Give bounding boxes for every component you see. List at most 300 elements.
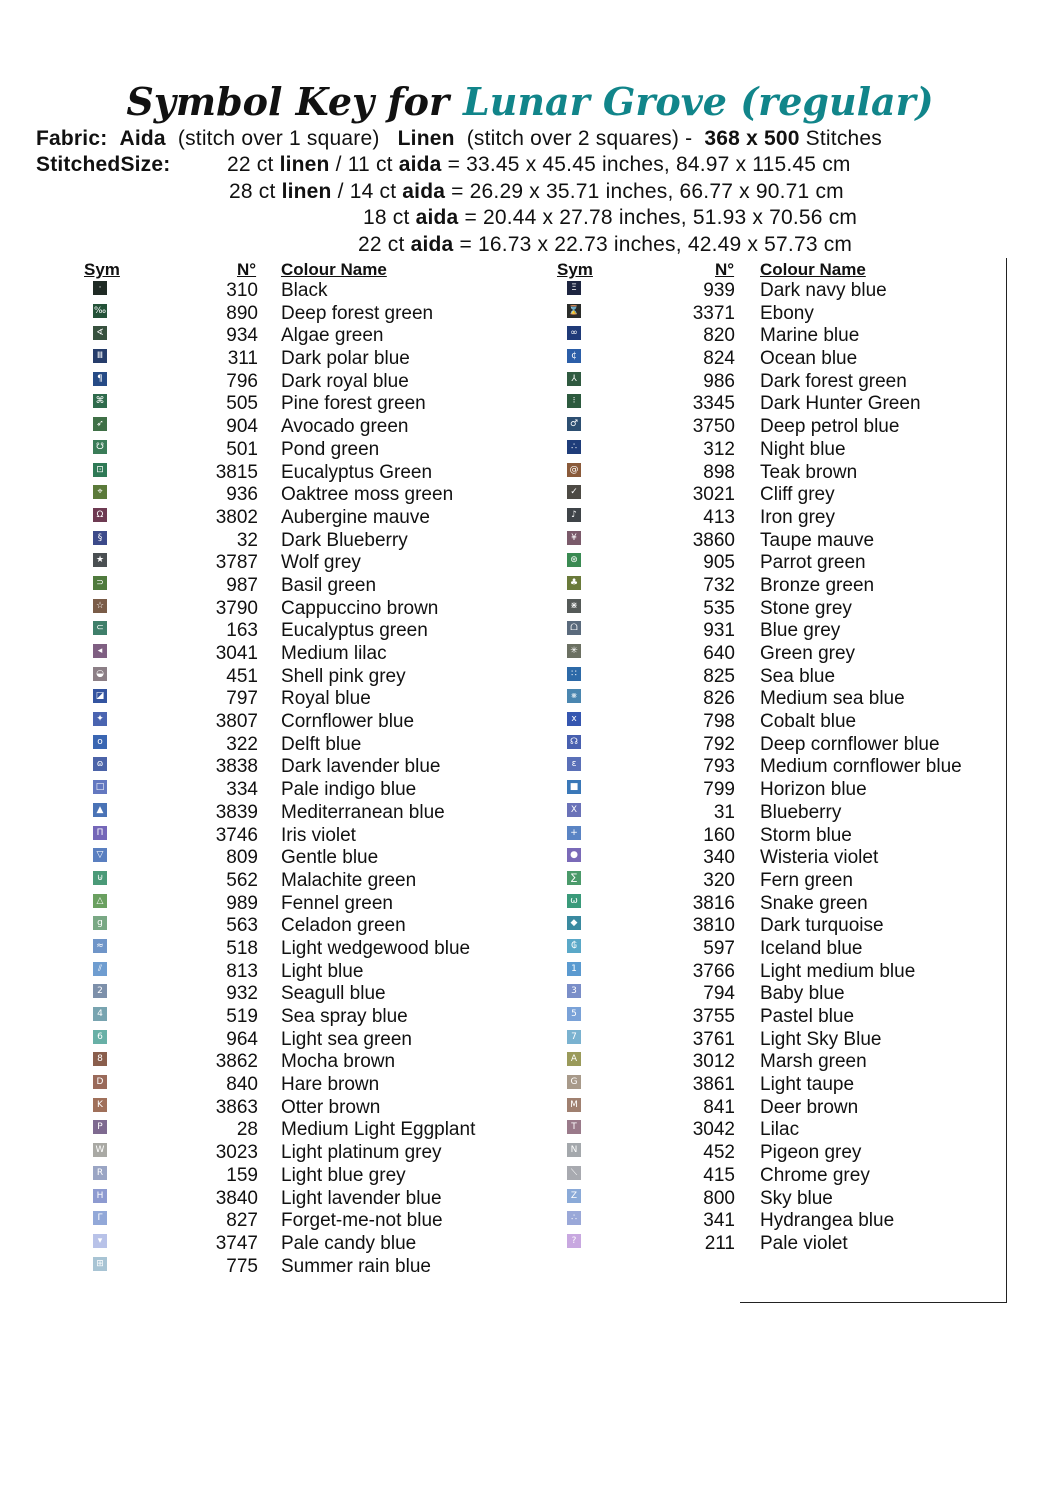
thread-number: 312 [703, 438, 735, 460]
symbol-swatch: ᗝ [567, 621, 581, 635]
thread-number: 793 [703, 756, 735, 778]
thread-number: 3012 [692, 1051, 735, 1073]
symbol-swatch: ¥ [567, 531, 581, 545]
colour-name: Celadon green [281, 915, 406, 937]
colour-name: Bronze green [760, 574, 875, 596]
stitch-unit: Stitches [805, 127, 882, 150]
fabric-aida: Aida [119, 127, 166, 150]
colour-name: Light blue grey [281, 1164, 406, 1186]
symbol-swatch: ⊛ [567, 553, 581, 567]
colour-name: Night blue [760, 438, 846, 460]
colour-name: Light Sky Blue [760, 1028, 882, 1050]
colour-name: Dark lavender blue [281, 756, 441, 778]
colour-name: Light wedgewood blue [281, 937, 471, 959]
symbol-swatch: ⊞ [93, 1257, 107, 1271]
thread-number: 3839 [215, 801, 258, 823]
thread-number: 796 [226, 370, 258, 392]
symbol-swatch: ⊂ [93, 621, 107, 635]
colour-name: Forget-me-not blue [281, 1210, 443, 1232]
symbol-swatch: K [93, 1098, 107, 1112]
thread-row [0, 937, 863, 961]
thread-number: 563 [226, 915, 258, 937]
thread-number: 3838 [215, 756, 258, 778]
colour-name: Taupe mauve [760, 529, 875, 551]
symbol-swatch: ⨳ [567, 689, 581, 703]
symbol-swatch: ⫽ [93, 962, 107, 976]
thread-number: 501 [226, 438, 258, 460]
symbol-swatch: △ [93, 894, 107, 908]
thread-number: 890 [226, 302, 258, 324]
symbol-swatch: ⊃ [93, 576, 107, 590]
colour-name: Otter brown [281, 1096, 381, 1118]
colour-name: Storm blue [760, 824, 852, 846]
colour-name: Sea spray blue [281, 1006, 408, 1027]
thread-number: 640 [703, 643, 735, 664]
thread-number: 340 [703, 847, 735, 869]
thread-row [0, 733, 940, 757]
symbol-swatch: § [93, 531, 107, 545]
symbol-swatch: ‰ [93, 305, 107, 316]
thread-row [0, 552, 866, 575]
symbol-swatch: Z [567, 1189, 581, 1203]
thread-number: 799 [703, 779, 735, 801]
symbol-swatch: ∴ [567, 1211, 581, 1225]
header-sym-left: Sym [84, 260, 120, 279]
thread-number: 341 [703, 1210, 735, 1232]
colour-name: Cliff grey [760, 484, 835, 506]
colour-name: Iron grey [760, 506, 835, 528]
thread-row [0, 711, 857, 734]
symbol-swatch: @ [567, 463, 581, 477]
thread-row [0, 280, 887, 303]
colour-name: Deep cornflower blue [760, 733, 940, 755]
thread-row [0, 1006, 855, 1029]
symbol-swatch: ∑ [567, 871, 581, 885]
thread-number: 931 [703, 620, 735, 642]
thread-row [0, 620, 841, 643]
header-number-right: N° [715, 260, 735, 279]
thread-number: 505 [226, 393, 258, 415]
symbol-swatch: □ [93, 780, 107, 794]
symbol-swatch: ▽ [93, 848, 107, 862]
colour-name: Baby blue [760, 983, 845, 1005]
thread-row [0, 1164, 870, 1188]
symbol-swatch: ♂ [567, 417, 581, 431]
colour-name: Light sea green [281, 1028, 412, 1050]
thread-row [0, 302, 814, 326]
symbol-swatch: ∢ [93, 326, 107, 340]
colour-name: Black [281, 280, 328, 301]
title-prefix: Symbol Key for [126, 79, 450, 124]
symbol-swatch: · [93, 281, 107, 295]
colour-name: Dark Hunter Green [760, 393, 921, 415]
thread-row [0, 393, 921, 416]
thread-row [0, 484, 835, 507]
colour-name: Medium lilac [281, 643, 387, 664]
thread-number: 334 [226, 779, 258, 801]
colour-name: Eucalyptus green [281, 620, 428, 642]
thread-number: 3345 [692, 393, 735, 415]
thread-number: 936 [226, 484, 258, 506]
colour-name: Gentle blue [281, 847, 379, 869]
thread-number: 939 [703, 280, 735, 301]
colour-name: Basil green [281, 574, 377, 596]
symbol-swatch: ɷ [93, 757, 107, 771]
symbol-swatch: ■ [567, 780, 581, 794]
colour-name: Marine blue [760, 325, 860, 347]
header-number-left: N° [237, 260, 257, 279]
thread-number: 813 [226, 960, 258, 982]
thread-row [0, 529, 875, 553]
symbol-swatch: ♣ [567, 576, 581, 590]
thread-number: 826 [703, 688, 735, 710]
symbol-swatch: Ξ [567, 281, 581, 295]
colour-name: Blue grey [760, 620, 841, 642]
thread-row [0, 416, 900, 439]
thread-row [0, 756, 962, 779]
thread-number: 898 [703, 461, 735, 483]
thread-number: 311 [227, 348, 258, 370]
symbol-swatch: 8 [93, 1052, 107, 1066]
symbol-swatch: ⌖ [93, 485, 107, 499]
colour-name: Royal blue [281, 688, 371, 710]
colour-name: Hydrangea blue [760, 1210, 895, 1232]
colour-name: Pond green [281, 438, 380, 460]
thread-number: 3746 [215, 824, 258, 846]
thread-number: 3810 [692, 915, 735, 937]
symbol-swatch: 2 [93, 984, 107, 998]
colour-name: Pine forest green [281, 393, 426, 415]
symbol-swatch: Γ [93, 1211, 107, 1225]
symbol-swatch: ⊍ [93, 871, 107, 885]
symbol-swatch: M [567, 1098, 581, 1112]
thread-number: 3755 [692, 1006, 735, 1027]
thread-row [0, 1096, 859, 1120]
thread-row [0, 665, 836, 689]
colour-name: Oaktree moss green [281, 484, 454, 506]
header-colour-name-right: Colour Name [760, 260, 866, 279]
stitched-size-row: 22 ct aida = 16.73 x 22.73 inches, 42.49 x 57.73 cm [358, 233, 853, 256]
colour-name: Eucalyptus Green [281, 461, 433, 483]
symbol-swatch: ◒ [93, 667, 107, 681]
thread-number: 3861 [692, 1074, 735, 1096]
symbol-swatch: R [93, 1166, 107, 1180]
bottom-border-line [740, 1302, 1007, 1303]
thread-number: 310 [226, 280, 258, 301]
symbol-swatch: ? [567, 1234, 581, 1248]
symbol-swatch: ⟍ [567, 1166, 581, 1180]
colour-name: Blueberry [760, 801, 842, 823]
thread-row [0, 801, 842, 825]
thread-number: 562 [226, 869, 258, 891]
colour-name: Lilac [760, 1119, 800, 1141]
symbol-swatch: ≈ [93, 939, 107, 953]
pattern-name: Lunar Grove (regular) [463, 79, 934, 124]
symbol-swatch: ♪ [567, 508, 581, 522]
thread-row [0, 688, 905, 711]
symbol-swatch: ✳ [567, 644, 581, 658]
thread-number: 3815 [215, 461, 258, 483]
right-border-line [1006, 258, 1007, 1303]
thread-row [0, 960, 916, 984]
colour-name: Dark navy blue [760, 280, 887, 301]
colour-name: Medium Light Eggplant [281, 1119, 476, 1141]
colour-name: Pastel blue [760, 1006, 855, 1027]
colour-name: Medium sea blue [760, 688, 905, 710]
symbol-swatch: ⁝ [567, 394, 581, 408]
thread-number: 775 [226, 1255, 258, 1277]
thread-row [0, 1119, 800, 1142]
fabric-line [36, 126, 882, 152]
thread-number: 3862 [215, 1051, 258, 1073]
symbol-swatch: ◪ [93, 689, 107, 703]
colour-name: Wolf grey [281, 552, 361, 574]
thread-number: 32 [236, 529, 258, 551]
colour-name: Light medium blue [760, 960, 916, 982]
stitched-size-row: 28 ct linen / 14 ct aida = 26.29 x 35.71 inches, 66.77 x 90.71 cm [229, 180, 844, 203]
thread-number: 535 [703, 597, 735, 619]
symbol-swatch: ☆ [93, 599, 107, 613]
symbol-swatch: D [93, 1075, 107, 1089]
symbol-swatch: ∞ [567, 326, 581, 340]
symbol-swatch: W [93, 1143, 107, 1157]
symbol-swatch: 1 [567, 962, 581, 976]
colour-name: Deep forest green [281, 302, 434, 324]
stitched-size-label: StitchedSize: [36, 153, 171, 176]
thread-number: 28 [236, 1119, 258, 1141]
thread-number: 322 [226, 733, 258, 755]
thread-number: 3023 [215, 1142, 258, 1164]
colour-name: Pale candy blue [281, 1232, 417, 1254]
thread-number: 413 [703, 506, 735, 528]
thread-row [0, 983, 845, 1006]
thread-row [0, 915, 884, 938]
thread-row [0, 847, 879, 870]
colour-name: Mocha brown [281, 1051, 396, 1073]
symbol-swatch: g [93, 916, 107, 930]
symbol-swatch: ➶ [93, 417, 107, 431]
thread-number: 320 [703, 869, 735, 891]
colour-name: Malachite green [281, 869, 417, 891]
colour-name: Summer rain blue [281, 1255, 431, 1277]
colour-name: Iris violet [281, 824, 356, 846]
fabric-aida-note: (stitch over 1 square) [177, 127, 380, 150]
symbol-swatch: x [567, 712, 581, 726]
colour-name: Sea blue [760, 665, 836, 687]
colour-name: Cornflower blue [281, 711, 415, 733]
symbol-swatch: 6 [93, 1030, 107, 1044]
symbol-swatch: 5 [567, 1007, 581, 1021]
thread-number: 3766 [692, 960, 735, 982]
colour-name: Teak brown [760, 461, 858, 483]
colour-name: Ebony [760, 302, 814, 324]
thread-row [0, 348, 858, 371]
thread-row [0, 461, 858, 485]
thread-number: 794 [703, 983, 735, 1005]
thread-number: 3790 [215, 597, 258, 619]
thread-number: 932 [226, 983, 258, 1005]
thread-row [0, 370, 907, 394]
symbol-swatch: ∴ [567, 440, 581, 454]
thread-number: 3042 [692, 1119, 735, 1141]
colour-name: Avocado green [281, 416, 409, 438]
symbol-swatch: ¶ [93, 372, 107, 386]
colour-name: Seagull blue [281, 983, 386, 1005]
page-title [0, 78, 1060, 126]
thread-number: 518 [226, 937, 258, 959]
colour-name: Pale indigo blue [281, 779, 417, 801]
symbol-swatch: ▲ [93, 803, 107, 817]
thread-row [0, 506, 835, 530]
thread-number: 519 [226, 1006, 258, 1027]
symbol-swatch: Ⅲ [93, 349, 107, 363]
thread-number: 798 [703, 711, 735, 733]
colour-name: Iceland blue [760, 937, 863, 959]
thread-row [0, 824, 852, 848]
symbol-swatch: + [567, 826, 581, 840]
colour-name: Dark polar blue [281, 348, 410, 370]
fabric-linen-note: (stitch over 2 squares) - [466, 127, 693, 150]
thread-number: 827 [226, 1210, 258, 1232]
thread-number: 415 [703, 1164, 735, 1186]
stitched-size-row: 22 ct linen / 11 ct aida = 33.45 x 45.45 inches, 84.97 x 115.45 cm [227, 153, 851, 176]
thread-number: 797 [226, 688, 258, 710]
colour-name: Light blue [281, 960, 364, 982]
stitch-count: 368 x 500 [704, 127, 800, 150]
colour-name: Horizon blue [760, 779, 867, 801]
thread-number: 792 [703, 733, 735, 755]
colour-name: Mediterranean blue [281, 801, 445, 823]
thread-row [0, 643, 856, 666]
colour-name: Algae green [281, 325, 384, 347]
symbol-swatch: ✦ [93, 712, 107, 726]
thread-number: 986 [703, 370, 735, 392]
thread-number: 3807 [215, 711, 258, 733]
colour-name: Medium cornflower blue [760, 756, 962, 778]
thread-number: 3750 [692, 416, 735, 438]
thread-number: 987 [226, 574, 258, 596]
thread-number: 160 [703, 824, 735, 846]
colour-name: Light taupe [760, 1074, 855, 1096]
thread-number: 3761 [692, 1028, 735, 1050]
symbol-swatch: Ω [93, 508, 107, 522]
thread-number: 3371 [692, 302, 735, 324]
colour-name: Dark royal blue [281, 370, 409, 392]
header-colour-name-left: Colour Name [281, 260, 387, 279]
colour-name: Fennel green [281, 892, 393, 914]
colour-name: Wisteria violet [760, 847, 879, 869]
header-sym-right: Sym [557, 260, 593, 279]
thread-number: 3863 [215, 1096, 258, 1118]
stitched-size-row: 18 ct aida = 20.44 x 27.78 inches, 51.93 x 70.56 cm [363, 206, 858, 229]
symbol-swatch: H [93, 1189, 107, 1203]
symbol-swatch: T [567, 1120, 581, 1134]
thread-number: 841 [703, 1096, 735, 1118]
thread-row [0, 438, 846, 462]
colour-name: Green grey [760, 643, 856, 664]
colour-name: Deer brown [760, 1096, 859, 1118]
symbol-swatch: ☋ [93, 440, 107, 454]
symbol-swatch: ⌛ [568, 305, 580, 316]
symbol-swatch: Π [93, 826, 107, 840]
colour-name: Light lavender blue [281, 1187, 442, 1209]
thread-number: 3816 [692, 892, 735, 914]
symbol-swatch: ⌘ [93, 394, 107, 408]
thread-number: 159 [226, 1164, 258, 1186]
symbol-swatch: N [567, 1143, 581, 1157]
thread-number: 31 [713, 801, 735, 823]
colour-name: Aubergine mauve [281, 506, 430, 528]
thread-number: 824 [703, 348, 735, 370]
colour-name: Ocean blue [760, 348, 858, 370]
colour-name: Stone grey [760, 597, 852, 619]
thread-row [0, 1028, 882, 1052]
symbol-swatch: ★ [93, 553, 107, 567]
symbol-list-right [0, 280, 962, 1256]
thread-number: 3747 [215, 1232, 258, 1254]
symbol-swatch: o [93, 735, 107, 749]
thread-number: 3840 [215, 1187, 258, 1209]
colour-name: Chrome grey [760, 1164, 870, 1186]
symbol-swatch: X [567, 803, 581, 817]
thread-number: 451 [226, 665, 258, 687]
colour-name: Parrot green [760, 552, 866, 574]
thread-number: 800 [703, 1187, 735, 1209]
colour-name: Delft blue [281, 733, 362, 755]
colour-name: Sky blue [760, 1187, 833, 1209]
thread-number: 820 [703, 325, 735, 347]
symbol-swatch: 3 [567, 984, 581, 998]
symbol-swatch: ☊ [567, 735, 581, 749]
symbol-swatch: ε [567, 757, 581, 771]
thread-number: 211 [704, 1232, 735, 1254]
symbol-swatch: ✓ [567, 485, 581, 499]
colour-name: Shell pink grey [281, 665, 406, 687]
symbol-swatch: ⊡ [93, 463, 107, 477]
colour-name: Light platinum grey [281, 1142, 442, 1164]
symbol-swatch: ¢ [567, 349, 581, 363]
colour-name: Cobalt blue [760, 711, 857, 733]
fabric-label: Fabric: [36, 127, 108, 150]
thread-number: 3041 [215, 643, 258, 664]
thread-number: 840 [226, 1074, 258, 1096]
thread-row [0, 325, 860, 348]
symbol-swatch: ◂ [93, 644, 107, 658]
thread-number: 809 [226, 847, 258, 869]
colour-name: Pale violet [760, 1232, 848, 1254]
thread-number: 452 [703, 1142, 735, 1164]
colour-name: Deep petrol blue [760, 416, 900, 438]
thread-number: 934 [226, 325, 258, 347]
colour-name: Dark forest green [760, 370, 907, 392]
thread-row [0, 779, 867, 802]
thread-row [0, 1074, 855, 1097]
thread-row [0, 1210, 895, 1233]
thread-row [0, 597, 852, 621]
symbol-swatch: P [93, 1120, 107, 1134]
symbol-swatch: ₲ [567, 939, 581, 953]
colour-name: Fern green [760, 869, 853, 891]
thread-number: 3787 [215, 552, 258, 574]
symbol-swatch: ⅄ [567, 372, 581, 386]
thread-number: 989 [226, 892, 258, 914]
thread-number: 3021 [692, 484, 735, 506]
thread-row [0, 869, 853, 893]
thread-number: 825 [703, 665, 735, 687]
colour-name: Dark Blueberry [281, 529, 408, 551]
thread-row [0, 574, 875, 598]
thread-number: 3860 [692, 529, 735, 551]
